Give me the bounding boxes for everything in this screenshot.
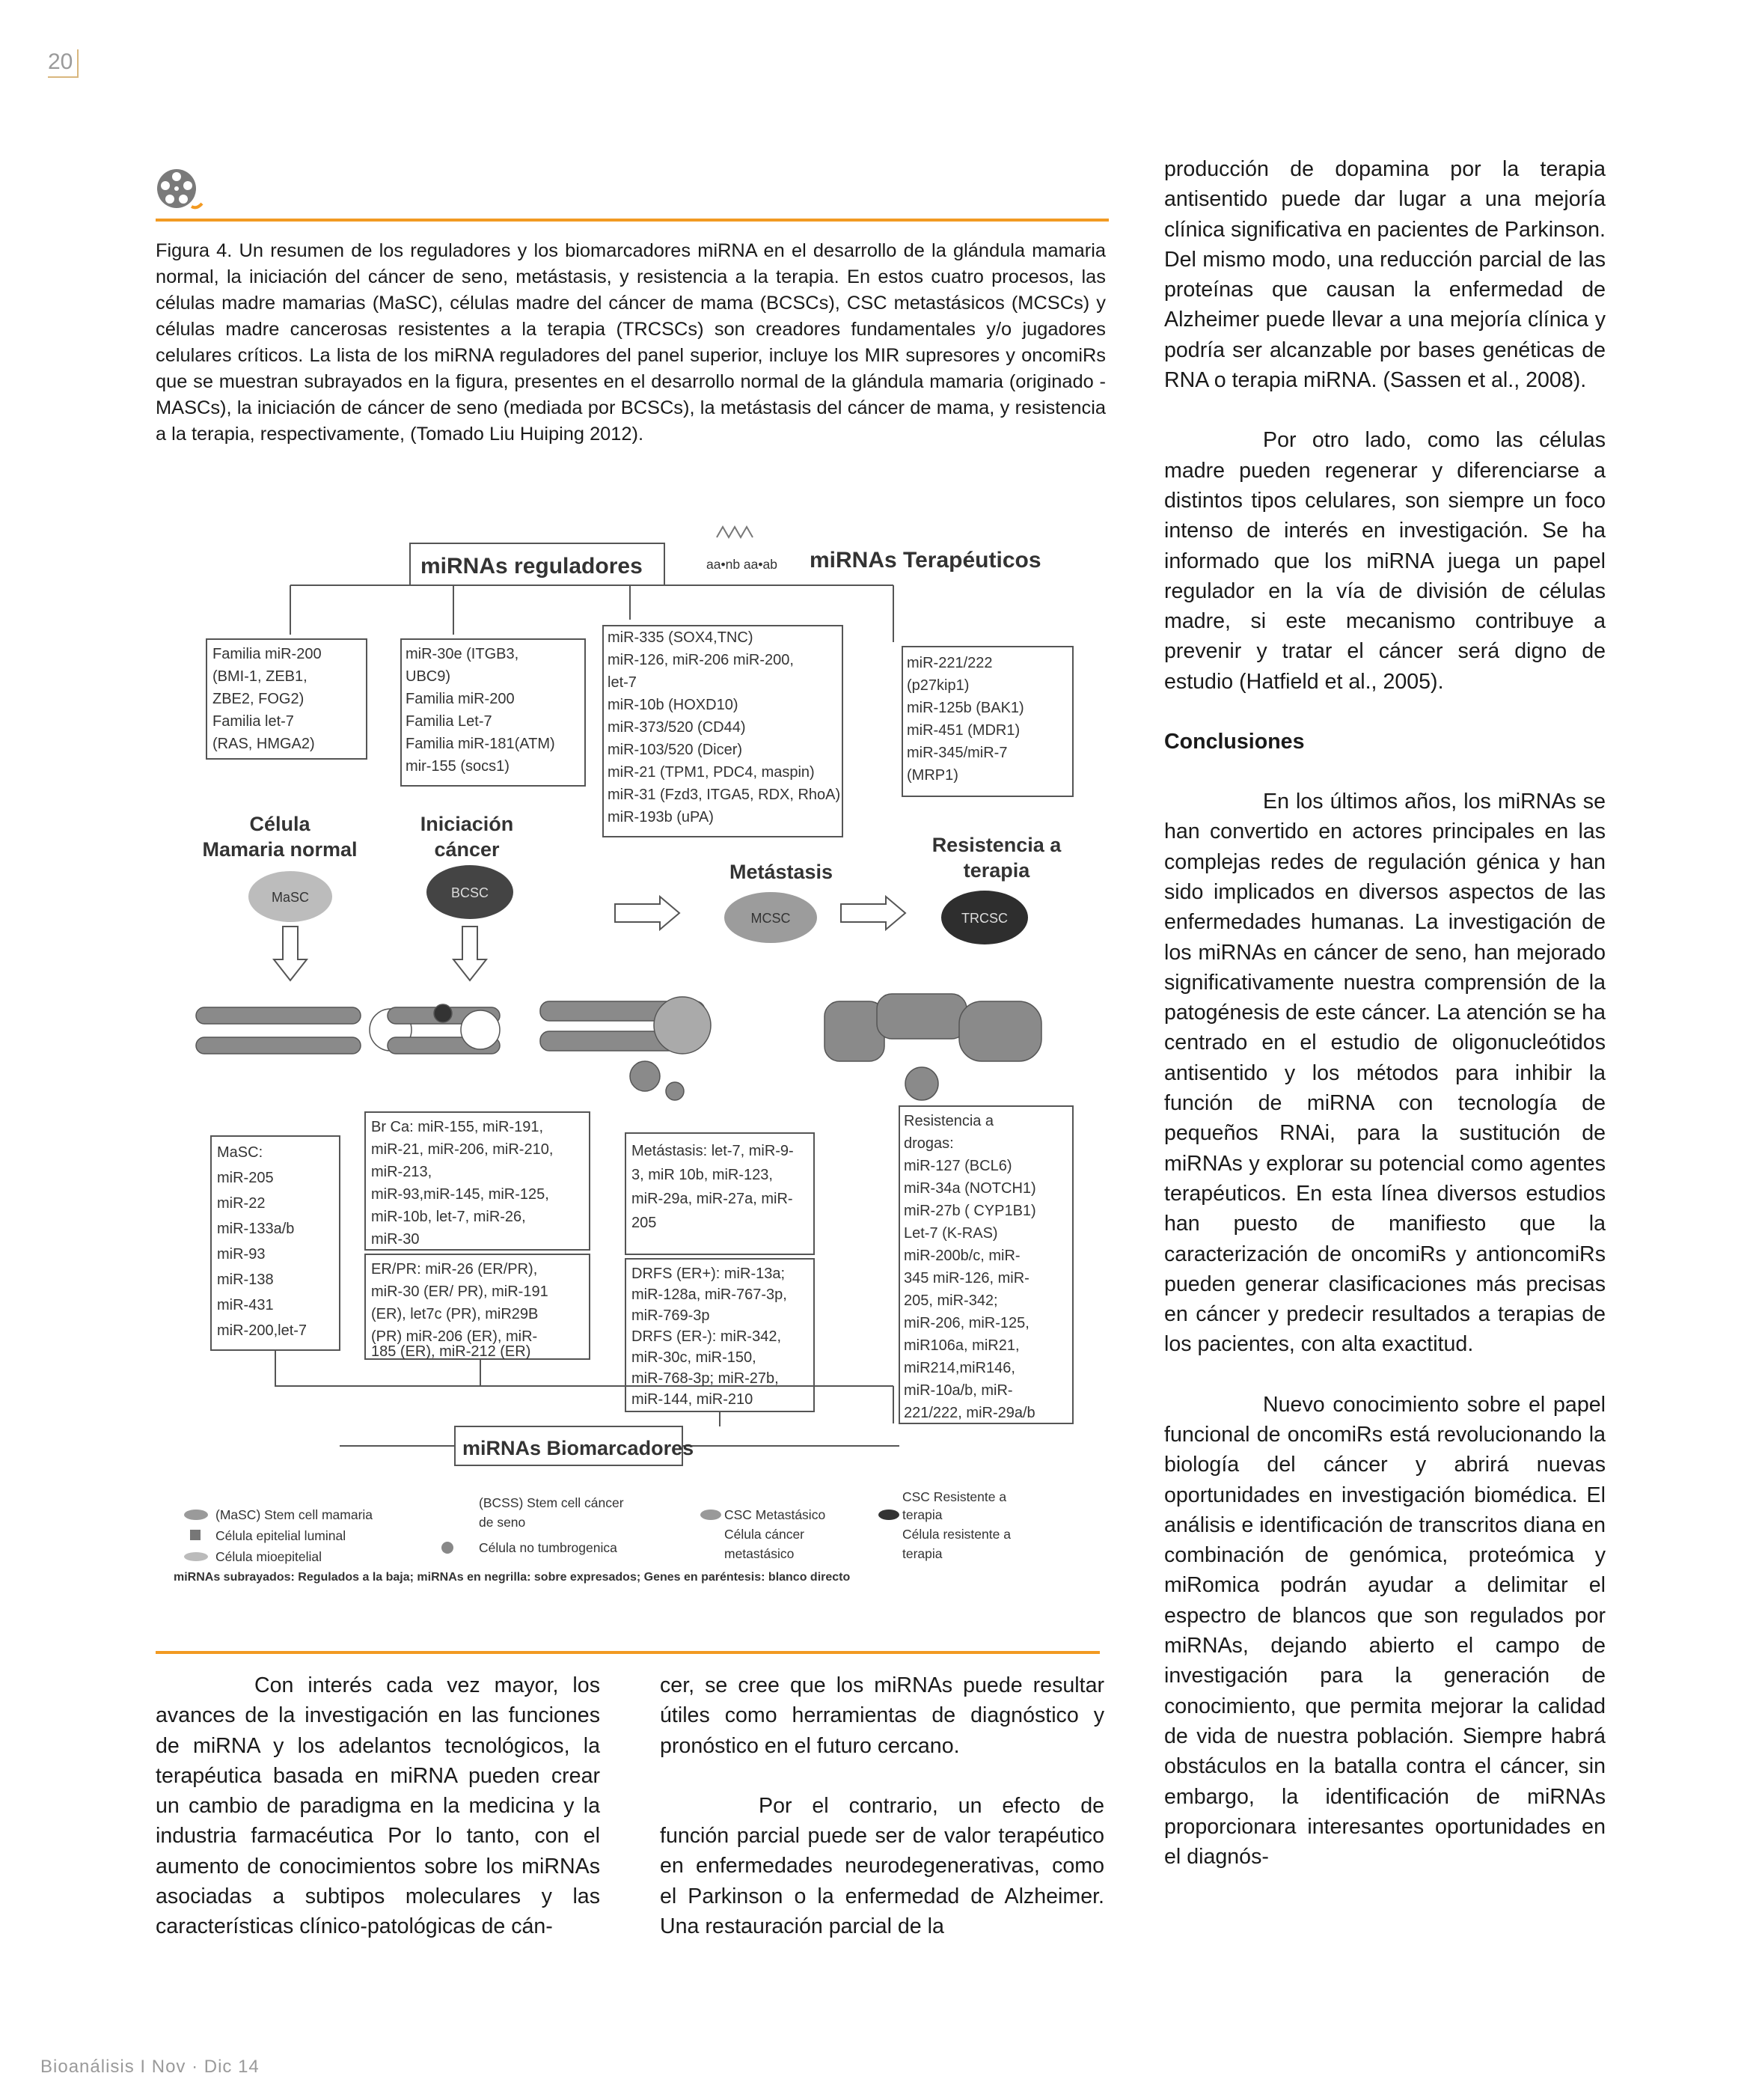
bio-box3-line: Metástasis: let-7, miR-9- [631,1143,794,1159]
reg-box2-line: Familia Let-7 [406,713,492,730]
bio-box3-line: miR-29a, miR-27a, miR- [631,1191,793,1207]
section-heading: Conclusiones [1164,730,1305,754]
reg-box2-line: miR-30e (ITGB3, [406,646,519,662]
page-number: 20 [48,49,79,78]
right-arrow-icon [615,897,679,930]
legend-item: terapia [902,1546,943,1561]
header-regulators: miRNAs reguladores [420,554,643,579]
bio-box3b-line: miR-144, miR-210 [631,1391,753,1408]
bio-box3b-line: miR-769-3p [631,1307,710,1324]
col3-paragraph: Nuevo conocimiento sobre el papel funcional de oncomiRs está revolucionando la biología del cáncer y abrirá nuevas oportunidades en investigación biomédica. El análisis e identificación de transcritos diana en combinación de genómica, proteómica y miRomica podrán ayudar a delimitar el espectro de blancos que son regulados por miRNAs, dejando abierto el campo de investigación para la generación de conocimiento, que permita mejorar la calidad de vida de nuestra población. Siempre habrá obstáculos en la batalla contra el cáncer, sin embargo, la identificación de miRNAs proporcionara interesantes oportunidades en el diagnós- [1164,1392,1606,1869]
legend-luminal-icon [190,1530,201,1540]
stage-normal-label: Mamaria normal [202,838,358,861]
bio-box4-line: miR106a, miR21, [904,1337,1020,1354]
legend-item: terapia [902,1507,943,1522]
bio-box3b-line: miR-30c, miR-150, [631,1349,756,1366]
reg-box4-line: (p27kip1) [907,677,970,694]
legend-myoepithelial-icon [184,1552,208,1561]
reg-box1-line: Familia let-7 [212,713,294,730]
bio-box2-line: miR-213, [371,1164,432,1180]
bio-box2-line: miR-30 [371,1231,420,1248]
reg-box3-line: miR-21 (TPM1, PDC4, maspin) [608,764,815,781]
reg-box1-line: Familia miR-200 [212,646,322,662]
masc-cell-label: MaSC [271,890,310,905]
down-arrow-icon [453,927,486,980]
trcsc-cell-label: TRCSC [961,911,1008,926]
legend-nontumor-icon [441,1542,453,1554]
figure-caption: Figura 4. Un resumen de los reguladores y los biomarcadores miRNA en el desarrollo de la glándula mamaria normal, la iniciación del cáncer de seno, metástasis, y resistencia a la terapia. En estos cuatro procesos, las células madre mamarias (MaSC), células madre del cáncer de mama (BCSCs), CSC metastásicos (MCSCs) y células madre cancerosas resistentes a la terapia (TRCSCs) son creadores fundamentales y/o jugadores celulares críticos. La lista de los miRNA reguladores del panel superior, incluye los MIR supresores y oncomiRs que se muestran subrayados en la figura, presentes en el desarrollo normal de la glándula mamaria (originado - MASCs), la iniciación de cáncer de seno (mediada por BCSCs), la metástasis del cáncer de mama, y resistencia a la terapia, respectivamente, (Tomado Liu Huiping 2012). [156,240,1106,445]
reg-box2-line: Familia miR-181(ATM) [406,736,555,752]
bio-box4-line: 205, miR-342; [904,1292,998,1309]
bio-box1-line: miR-431 [217,1297,274,1313]
right-arrow-icon [841,897,905,930]
film-reel-icon [156,166,204,214]
reg-box4-line: miR-345/miR-7 [907,745,1008,761]
stage-resistance-label: Resistencia a [931,834,1062,856]
bio-box2-line: miR-93,miR-145, miR-125, [371,1186,549,1203]
bio-box1-line: MaSC: [217,1144,263,1161]
bio-box2-line: miR-21, miR-206, miR-210, [371,1141,554,1158]
reg-box3-line: miR-193b (uPA) [608,809,714,825]
legend-note: miRNAs subrayados: Regulados a la baja; miRNAs en negrilla: sobre expresados; Genes en paréntesis: blanco directo [174,1571,851,1584]
bio-box2b-line: (PR) miR-206 (ER), miR- [371,1328,538,1345]
legend-item: de seno [479,1515,526,1530]
bio-box1-line: miR-205 [217,1170,274,1186]
svg-text:aa•nb aa•ab: aa•nb aa•ab [706,557,777,572]
bio-box4-line: drogas: [904,1135,954,1152]
reg-box2-line: mir-155 (socs1) [406,758,510,775]
bio-box4-line: Let-7 (K-RAS) [904,1225,998,1242]
bio-box4-line: miR-206, miR-125, [904,1315,1029,1331]
bcsc-cell-label: BCSC [450,885,489,900]
legend-mcsc-icon [700,1510,721,1520]
reg-box3-line: miR-10b (HOXD10) [608,697,738,713]
bio-box2b-line: 185 (ER), miR-212 (ER) [371,1343,531,1360]
figure-bottom-rule [156,1651,1100,1654]
bio-box3-line: 205 [631,1215,657,1231]
reg-box3-line: miR-103/520 (Dicer) [608,742,743,758]
stage-initiation-label: cáncer [434,838,500,861]
reg-box4-line: miR-451 (MDR1) [907,722,1021,739]
legend-item: CSC Resistente a [902,1489,1007,1504]
header-biomarkers: miRNAs Biomarcadores [462,1437,694,1459]
col2-paragraph: cer, se cree que los miRNAs puede resultar útiles como herramientas de diagnóstico y pronóstico en el futuro cercano. [660,1673,1104,1758]
stage-normal-label: Célula [249,813,310,835]
bio-box2-line: Br Ca: miR-155, miR-191, [371,1119,544,1135]
reg-box4-line: miR-221/222 [907,655,993,671]
bio-box2-line: miR-10b, let-7, miR-26, [371,1209,526,1225]
bio-box2b-line: (ER), let7c (PR), miR29B [371,1306,539,1322]
page-footer: Bioanálisis I Nov · Dic 14 [40,2057,260,2077]
stage-resistance-label: terapia [963,859,1030,882]
column-3 [1164,154,1606,1872]
bio-box4-line: miR-10a/b, miR- [904,1382,1013,1399]
bio-box3b-line: miR-768-3p; miR-27b, [631,1370,779,1387]
reg-box1-line: ZBE2, FOG2) [212,691,305,707]
reg-box4-line: miR-125b (BAK1) [907,700,1024,716]
bio-box4-line: 345 miR-126, miR- [904,1270,1029,1286]
column-1 [156,1670,600,1942]
bio-box4-line: Resistencia a [904,1113,994,1129]
bio-box4-line: miR214,miR146, [904,1360,1015,1376]
bio-box4-line: 221/222, miR-29a/b [904,1405,1035,1421]
legend-item: Célula cáncer [724,1527,804,1542]
col1-paragraph: Con interés cada vez mayor, los avances de la investigación en las funciones de miRNA y los adelantos tecnológicos, la terapéutica basada en miRNA pueden crear un cambio de paradigma en la medicina y la industria farmacéutica Por lo tanto, con el aumento de conocimientos sobre los miRNAs asociadas a subtipos moleculares y las características clínico-patológicas de cán- [156,1673,600,1939]
legend-item: Célula resistente a [902,1527,1011,1542]
bio-box2b-line: miR-30 (ER/ PR), miR-191 [371,1283,548,1300]
reg-box2-line: UBC9) [406,668,451,685]
header-therapeutic: miRNAs Terapéuticos [810,548,1041,573]
stage-metastasis-label: Metástasis [729,861,833,883]
bio-box1-line: miR-200,let-7 [217,1322,308,1339]
reg-box3-line: miR-373/520 (CD44) [608,719,746,736]
legend-item: (MaSC) Stem cell mamaria [215,1507,373,1522]
bio-box1-line: miR-138 [217,1272,274,1288]
reg-box1-line: (RAS, HMGA2) [212,736,315,752]
stage-initiation-label: Iniciación [420,813,514,835]
bio-box4-line: miR-27b ( CYP1B1) [904,1203,1036,1219]
bio-box2b-line: ER/PR: miR-26 (ER/PR), [371,1261,538,1278]
tissue-illustrations [196,994,1041,1100]
legend-item: Célula mioepitelial [215,1549,322,1564]
bio-box3b-line: DRFS (ER-): miR-342, [631,1328,782,1345]
bio-box3b-line: miR-128a, miR-767-3p, [631,1286,787,1303]
bio-box3-line: 3, miR 10b, miR-123, [631,1167,773,1183]
column-2 [660,1670,1104,1941]
legend-masc-icon [184,1510,208,1520]
reg-box3-line: miR-335 (SOX4,TNC) [608,629,753,646]
reg-box3-line: miR-126, miR-206 miR-200, [608,652,794,668]
legend-item: (BCSS) Stem cell cáncer [479,1495,624,1510]
bio-box4-line: miR-127 (BCL6) [904,1158,1012,1174]
reg-box2-line: Familia miR-200 [406,691,515,707]
bio-box1-line: miR-133a/b [217,1221,295,1237]
reg-box3-line: let-7 [608,674,637,691]
col3-paragraph: producción de dopamina por la terapia antisentido puede dar lugar a una mejoría clínica significativa en pacientes de Parkinson. Del mismo modo, una reducción parcial de las proteínas que causan la enfermedad de Alzheimer puede llevar a una mejoría clínica y podría ser alcanzable por bases genéticas de RNA o terapia miRNA. (Sassen et al., 2008). [1164,157,1606,393]
reg-box1-line: (BMI-1, ZEB1, [212,668,308,685]
bio-box4-line: miR-200b/c, miR- [904,1248,1021,1264]
bio-box1-line: miR-22 [217,1195,266,1212]
reg-box4-line: (MRP1) [907,767,958,784]
legend-item: Célula epitelial luminal [215,1528,346,1543]
caption-top-rule [156,219,1109,222]
legend-item: metastásico [724,1546,795,1561]
legend-trcsc-icon [878,1510,899,1520]
col3-paragraph: En los últimos años, los miRNAs se han convertido en actores principales en las complejas redes de regulación génica y han sido implicados en diversos aspectos de las enfermedades humanas. La investigación de los miRNAs en cáncer de seno, han mejorado significativamente nuestra comprensión de la patogénesis de este cáncer. La atención se ha centrado en el estudio de oligonucleótidos antisentido y los métodos para inhibir la función de miRNA con tecnología de pequeños RNAi, para la sustitución de miRNAs y explorar su potencial como agentes terapéuticos. En esta línea diversos estudios han puesto de manifiesto que la caracterización de oncomiRs y antioncomiRs pueden generar clasificaciones más precisas en cáncer y predecir resultados a terapias de los pacientes, con alta exactitud. [1164,790,1606,1357]
mirna-figure [166,507,1110,1630]
reg-box3-line: miR-31 (Fzd3, ITGA5, RDX, RhoA) [608,787,841,803]
mcsc-cell-label: MCSC [750,911,791,926]
col2-paragraph: Por el contrario, un efecto de función parcial puede ser de valor terapéutico en enfermedades neurodegenerativas, como el Parkinson o la enfermedad de Alzheimer. Una restauración parcial de la [660,1793,1104,1939]
legend-item: Célula no tumbrogenica [479,1540,617,1555]
bio-box3b-line: DRFS (ER+): miR-13a; [631,1266,786,1282]
legend-item: CSC Metastásico [724,1507,826,1522]
col3-paragraph: Por otro lado, como las células madre pueden regenerar y diferenciarse a distintos tipos celulares, son siempre un foco intenso de interés en investigación. Se ha informado que los miRNA juega un papel regulador en la vía de división de células madre, si este mecanismo contribuye a prevenir y tratar el cáncer será digno de estudio (Hatfield et al., 2005). [1164,428,1606,694]
bio-box1-line: miR-93 [217,1246,266,1263]
bio-box4-line: miR-34a (NOTCH1) [904,1180,1036,1197]
down-arrow-icon [274,927,307,980]
